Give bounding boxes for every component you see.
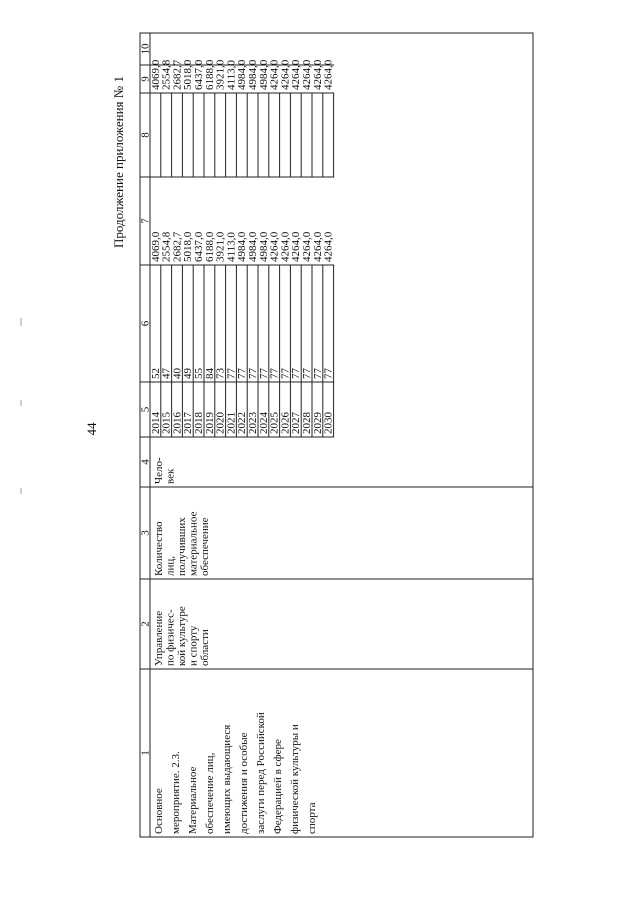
- executor-name: области: [199, 629, 211, 666]
- indicator-name: материальное: [187, 511, 200, 576]
- table-cell-count: 55: [193, 368, 205, 379]
- unit-label: Чело-: [153, 457, 165, 484]
- column-number: 1: [139, 750, 152, 756]
- column-number: 2: [139, 621, 152, 627]
- table-cell-budget: 4113,0: [225, 60, 238, 90]
- table-cell-total: 4264,0: [279, 231, 292, 262]
- table-cell-total: 4113,0: [225, 232, 238, 262]
- table-cell-total: 2554,8: [160, 231, 173, 262]
- column-number: 7: [139, 218, 152, 224]
- column-number: 8: [139, 132, 152, 138]
- table-cell-budget: 5018,0: [182, 59, 195, 90]
- table-cell-total: 4984,0: [257, 231, 270, 262]
- table-cell-budget: 4984,0: [236, 59, 249, 90]
- table-cell-count: 47: [160, 368, 173, 379]
- table-cell-year: 2014: [149, 412, 162, 434]
- executor-name: Управление: [153, 610, 165, 666]
- table-cell-year: 2028: [301, 412, 313, 434]
- table-cell-year: 2019: [203, 412, 216, 434]
- activity-name: мероприятие. 2.3.: [170, 751, 182, 834]
- table-cell-budget: 2554,8: [160, 59, 173, 90]
- indicator-name: лиц,: [164, 555, 177, 576]
- funding-table: [140, 33, 533, 837]
- table-cell-year: 2030: [322, 412, 335, 434]
- table-cell-total: 4984,0: [236, 231, 249, 262]
- table-cell-year: 2016: [171, 412, 184, 434]
- binding-mark: [20, 488, 22, 494]
- table-cell-year: 2029: [311, 412, 324, 434]
- table-cell-year: 2026: [279, 412, 292, 434]
- table-cell-count: 77: [257, 368, 270, 379]
- table-cell-count: 77: [268, 368, 281, 379]
- table-cell-total: 3921,0: [214, 231, 227, 262]
- table-cell-count: 77: [301, 368, 313, 379]
- continuation-title: Продолжение приложения № 1: [111, 76, 126, 248]
- table-cell-budget: 3921,0: [214, 59, 227, 90]
- table-cell-year: 2022: [236, 412, 249, 434]
- table-cell-budget: 4264,0: [268, 59, 281, 90]
- indicator-name: получивших: [176, 517, 188, 576]
- table-cell-total: 6437,0: [193, 231, 205, 262]
- table-cell-total: 4264,0: [290, 231, 303, 262]
- table-cell-year: 2023: [247, 412, 259, 434]
- table-cell-total: 4264,0: [322, 231, 335, 262]
- table-cell-total: 4264,0: [301, 231, 313, 262]
- indicator-name: Количество: [153, 521, 165, 576]
- table-cell-budget: 4069,0: [149, 59, 162, 90]
- table-cell-budget: 4984,0: [247, 59, 259, 90]
- table-cell-total: 4264,0: [311, 231, 324, 262]
- table-cell-budget: 2682,7: [171, 59, 184, 90]
- unit-label: век: [164, 468, 177, 484]
- table-cell-budget: 4264,0: [279, 59, 292, 90]
- activity-name: обеспечение лиц,: [204, 752, 216, 834]
- table-cell-year: 2018: [193, 412, 205, 434]
- table-cell-count: 77: [322, 368, 335, 379]
- table-cell-budget: 4264,0: [322, 59, 335, 90]
- executor-name: и спорту: [187, 625, 200, 666]
- table-cell-count: 77: [279, 368, 292, 379]
- table-cell-year: 2017: [182, 412, 195, 434]
- activity-name: Федерацией в сфере: [272, 739, 284, 834]
- table-cell-year: 2015: [160, 412, 173, 434]
- executor-name: кой культуре: [176, 606, 188, 666]
- table-cell-count: 84: [203, 368, 216, 379]
- table-cell-count: 77: [311, 368, 324, 379]
- table-border: [140, 33, 533, 837]
- column-number: 10: [139, 43, 152, 55]
- indicator-name: обеспечение: [199, 517, 211, 576]
- activity-name: Материальное: [187, 766, 199, 834]
- table-cell-budget: 4264,0: [290, 59, 303, 90]
- activity-name: Основное: [153, 788, 165, 834]
- table-cell-total: 2682,7: [171, 231, 184, 262]
- table-cell-budget: 4984,0: [257, 59, 270, 90]
- table-cell-total: 6188,0: [203, 231, 216, 262]
- table-cell-count: 77: [236, 368, 249, 379]
- activity-name: имеющих выдающиеся: [221, 724, 233, 834]
- table-cell-count: 73: [214, 368, 227, 379]
- table-cell-year: 2024: [257, 412, 270, 434]
- table-cell-budget: 6437,0: [193, 59, 205, 90]
- binding-mark: [20, 400, 22, 406]
- binding-mark: [20, 318, 22, 326]
- executor-name: по физичес-: [164, 609, 177, 666]
- table-cell-count: 49: [182, 368, 195, 379]
- table-cell-count: 40: [171, 368, 184, 379]
- table-cell-count: 77: [247, 368, 259, 379]
- activity-name: достижения и особые: [238, 732, 250, 834]
- table-cell-count: 77: [290, 368, 303, 379]
- table-cell-year: 2021: [225, 412, 238, 434]
- column-number: 6: [139, 320, 152, 327]
- column-number: 9: [139, 76, 152, 82]
- table-cell-budget: 4264,0: [301, 59, 313, 90]
- table-cell-budget: 4264,0: [311, 59, 324, 90]
- column-number: 4: [139, 459, 152, 465]
- table-cell-year: 2025: [268, 412, 281, 434]
- table-cell-count: 52: [149, 368, 162, 379]
- page-number: 44: [84, 422, 99, 436]
- table-cell-total: 4069,0: [149, 231, 162, 262]
- table-cell-count: 77: [225, 368, 238, 379]
- activity-name: заслуги перед Российской: [255, 712, 267, 834]
- column-number: 5: [139, 406, 152, 413]
- table-cell-year: 2020: [214, 412, 227, 434]
- table-cell-total: 5018,0: [182, 231, 195, 262]
- column-number: 3: [139, 530, 152, 536]
- table-cell-year: 2027: [290, 412, 303, 434]
- table-cell-budget: 6188,0: [203, 59, 216, 90]
- table-cell-total: 4264,0: [268, 231, 281, 262]
- table-cell-total: 4984,0: [247, 231, 259, 262]
- activity-name: спорта: [306, 802, 318, 834]
- activity-name: физической культуры и: [289, 724, 301, 834]
